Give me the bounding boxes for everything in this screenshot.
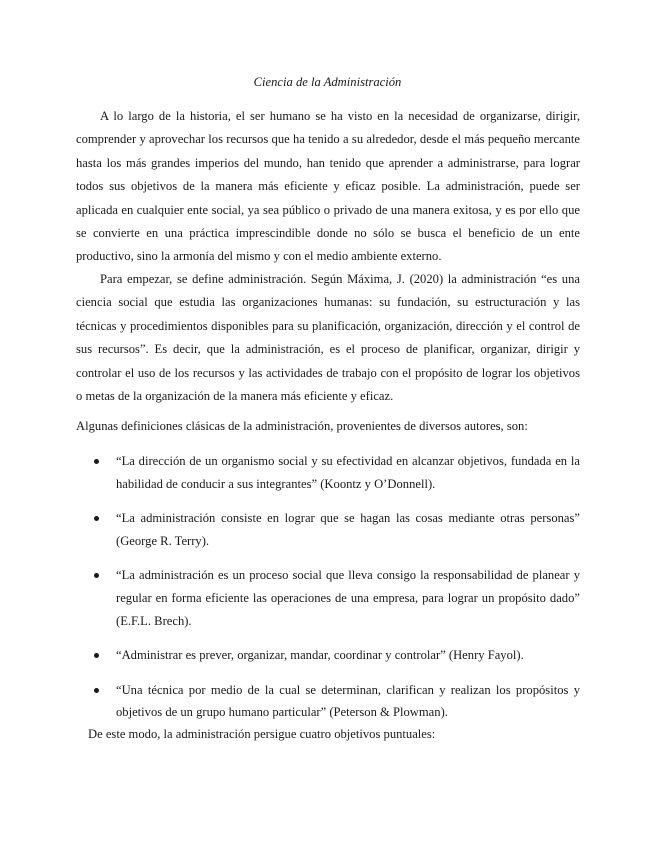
definitions-list — [76, 450, 580, 736]
definition-text: “La administración consiste en lograr que se hagan las cosas mediante otras personas” (George R. Terry). — [116, 511, 580, 548]
definition-text: “La administración es un proceso social que lleva consigo la responsabilidad de planear y regular en forma eficiente las operaciones de una empresa, para lograr un propósito dado” (E.F.L. Brech). — [116, 568, 580, 628]
bullet-icon — [94, 516, 99, 521]
paragraph-definition: Para empezar, se define administración. Según Máxima, J. (2020) la administración “es una ciencia social que estudia las organizaciones humanas: su fundación, su estructuración y las técnicas y procedimientos disponibles para su planificación, organización, dirección y el control de sus recursos”. Es decir, que la administración, es el proceso de planificar, organizar, dirigir y controlar el uso de los recursos y las actividades de trabajo con el propósito de lograr los objetivos o metas de la organización de la manera más eficiente y eficaz. — [76, 272, 580, 404]
document-title: Ciencia de la Administración — [253, 75, 402, 89]
list-item — [76, 507, 580, 552]
definition-text: “Una técnica por medio de la cual se determinan, clarifican y realizan los propósitos y objetivos de un grupo humano particular” (Peterson & Plowman). — [116, 682, 580, 720]
list-item — [76, 564, 580, 632]
list-item — [76, 644, 580, 667]
closing-sentence: De este modo, la administración persigue cuatro objetivos puntuales: — [88, 727, 436, 741]
definition-text: “La dirección de un organismo social y su efectividad en alcanzar objetivos, fundada en la habilidad de conducir a sus integrantes” (Koontz y O’Donnell). — [116, 454, 580, 491]
definition-text: “Administrar es prever, organizar, mandar, coordinar y controlar” (Henry Fayol). — [116, 648, 524, 663]
bullet-icon — [94, 459, 99, 464]
bullet-icon — [94, 573, 99, 578]
bullet-icon — [94, 688, 99, 693]
definitions-intro: Algunas definiciones clásicas de la administración, provenientes de diversos autores, son: — [76, 419, 528, 433]
list-item — [76, 450, 580, 495]
list-item — [76, 679, 580, 724]
bullet-icon — [94, 653, 99, 658]
paragraph-introduction: A lo largo de la historia, el ser humano se ha visto en la necesidad de organizarse, dirigir, comprender y aprovechar los recursos que ha tenido a su alrededor, desde el más pequeño mercante hasta los más grandes imperios del mundo, han tenido que aprender a administrarse, para lograr todos sus objetivos de la manera más eficiente y eficaz posible. La administración, puede ser aplicada en cualquier ente social, ya sea público o privado de una manera exitosa, y es por ello que se convierte en una práctica imprescindible donde no sólo se busca el beneficio de un ente productivo, sino la armonía del mismo y con el medio ambiente externo. — [76, 109, 580, 264]
